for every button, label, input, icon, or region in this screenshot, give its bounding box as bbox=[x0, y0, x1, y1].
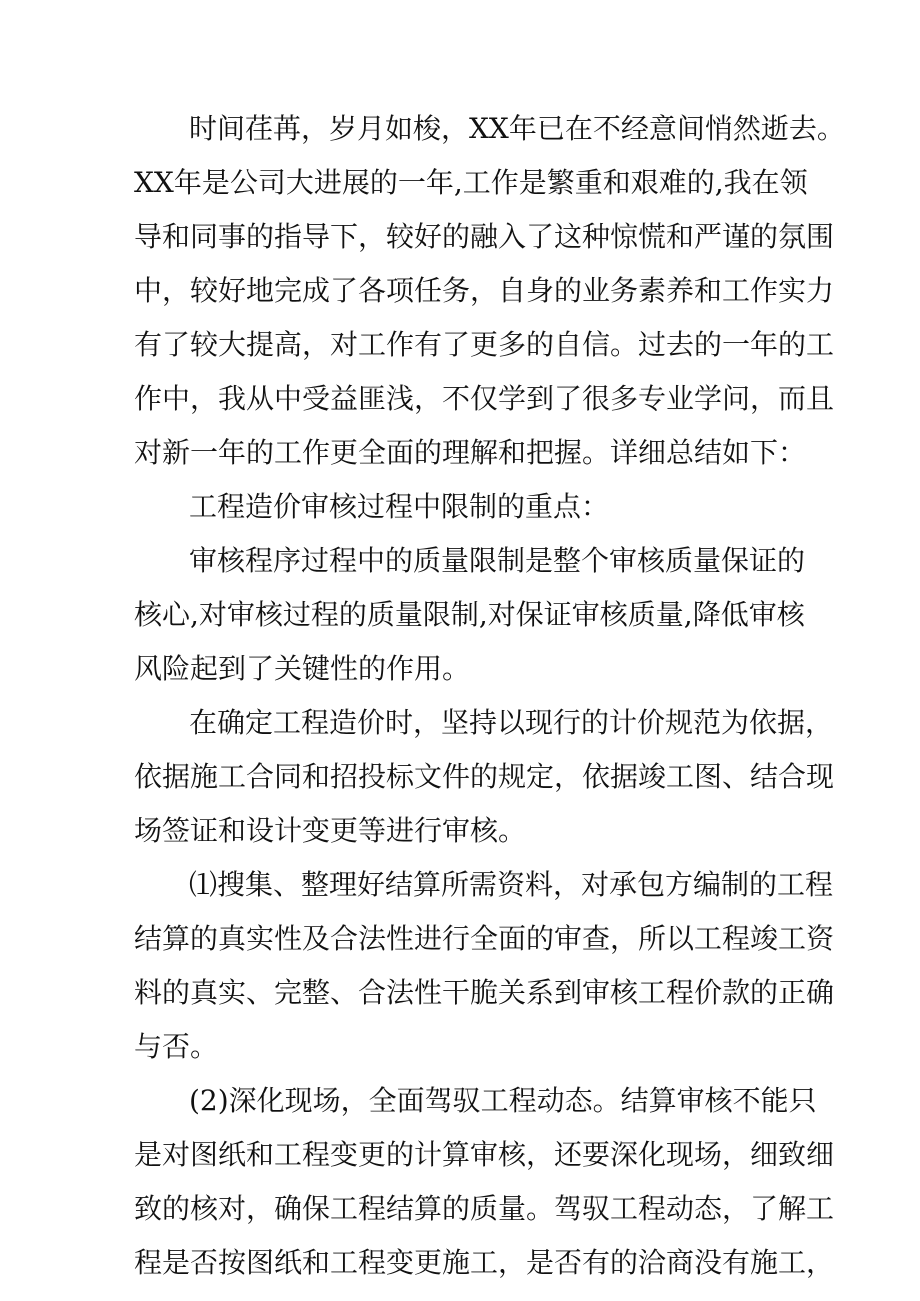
text-line: 中，较好地完成了各项任务，自身的业务素养和工作实力 bbox=[134, 274, 835, 307]
text-line: ⑴搜集、整理好结算所需资料，对承包方编制的工程 bbox=[189, 868, 834, 901]
text-line: 场签证和设计变更等进行审核。 bbox=[134, 814, 527, 847]
text-line: 料的真实、完整、合法性干脆关系到审核工程价款的正确 bbox=[134, 976, 835, 1009]
text-line: 对新一年的工作更全面的理解和把握。详细总结如下： bbox=[134, 436, 807, 469]
text-line: XX年是公司大进展的一年,工作是繁重和艰难的,我在领 bbox=[134, 166, 808, 199]
text-line: 导和同事的指导下，较好的融入了这种惊慌和严谨的氛围 bbox=[134, 220, 835, 253]
text-line: 与否。 bbox=[134, 1030, 219, 1063]
text-line: 在确定工程造价时，坚持以现行的计价规范为依据， bbox=[189, 706, 834, 739]
section-heading: 工程造价审核过程中限制的重点： bbox=[189, 490, 610, 523]
text-line: 审核程序过程中的质量限制是整个审核质量保证的 bbox=[189, 544, 806, 577]
text-line: 程是否按图纸和工程变更施工，是否有的洽商没有施工， bbox=[134, 1246, 835, 1279]
text-line: 结算的真实性及合法性进行全面的审查，所以工程竣工资 bbox=[134, 922, 835, 955]
text-line: 是对图纸和工程变更的计算审核，还要深化现场，细致细 bbox=[134, 1138, 835, 1171]
text-line: 有了较大提高，对工作有了更多的自信。过去的一年的工 bbox=[134, 328, 835, 361]
text-line: 核心,对审核过程的质量限制,对保证审核质量,降低审核 bbox=[134, 598, 805, 631]
text-line: (2)深化现场，全面驾驭工程动态。结算审核不能只 bbox=[189, 1084, 817, 1117]
text-line: 依据施工合同和招投标文件的规定，依据竣工图、结合现 bbox=[134, 760, 835, 793]
text-line: 致的核对，确保工程结算的质量。驾驭工程动态，了解工 bbox=[134, 1192, 835, 1225]
text-line: 作中，我从中受益匪浅，不仅学到了很多专业学问，而且 bbox=[134, 382, 835, 415]
text-line: 风险起到了关键性的作用。 bbox=[134, 652, 471, 685]
text-line: 时间荏苒，岁月如梭，XX年已在不经意间悄然逝去。 bbox=[189, 112, 845, 145]
